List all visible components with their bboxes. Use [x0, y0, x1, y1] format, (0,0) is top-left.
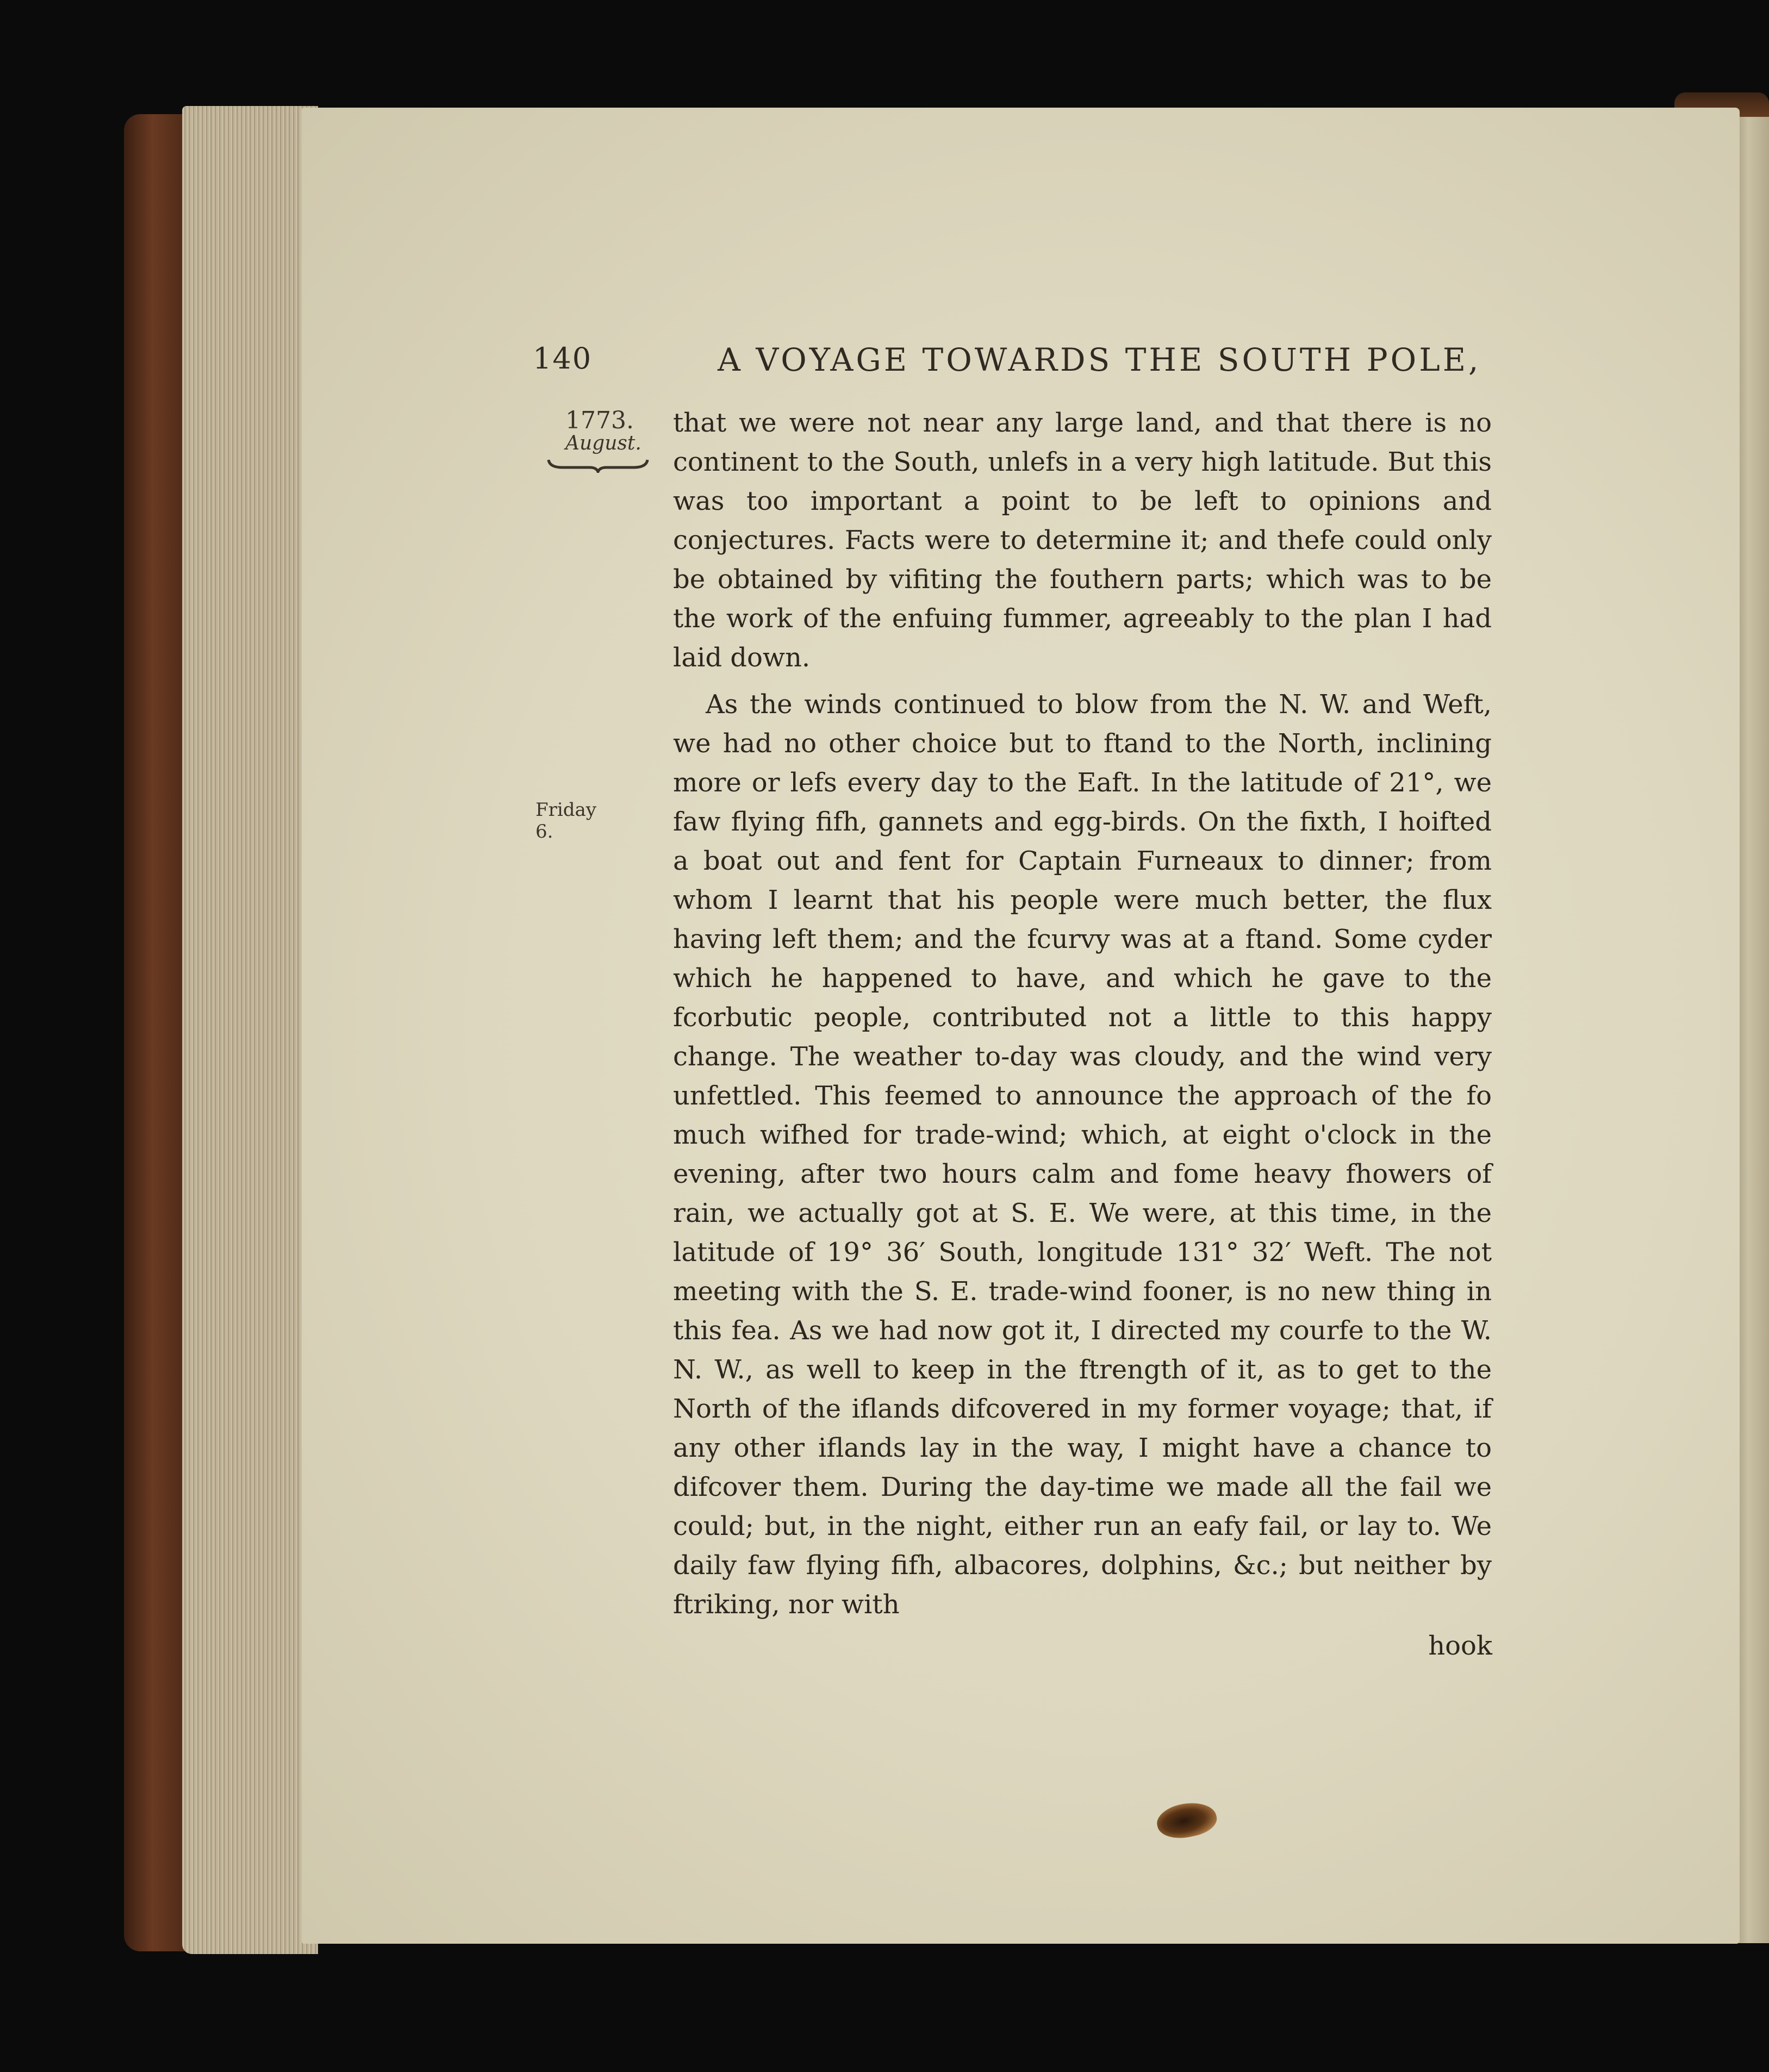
- page-header: [533, 341, 1500, 390]
- page-edges: [182, 106, 318, 1954]
- catchword: hook: [1428, 1631, 1492, 1661]
- margin-year: 1773.: [565, 407, 634, 434]
- page-number: 140: [533, 341, 593, 376]
- margin-day: Friday 6.: [535, 799, 596, 842]
- body-text: [673, 403, 1492, 1624]
- paragraph-1: that we were not near any large land, and that there is no continent to the South, unlefs in a very high latitude. But this was too important a point to be left to opinions and conjectures. Facts were to determine it; and thefe could only be obtained by vifiting the fouthern parts; which was to be the work of the enfuing fummer, agreeably to the plan I had laid down.: [673, 408, 1492, 673]
- paragraph-2: As the winds continued to blow from the N. W. and Weft, we had no other choice but to ftand to the North, inclining more or lefs every day to the Eaft. In the latitude of 21°, we faw flying fifh, gannets and egg-birds. On the fixth, I hoifted a boat out and fent for Captain Furneaux to dinner; from whom I learnt that his people were much better, the flux having left them; and the fcurvy was at a ftand. Some cyder which he happened to have, and which he gave to the fcorbutic people, contributed not a little to this happy change. The weather to-day was cloudy, and the wind very unfettled. This feemed to announce the approach of the fo much wifhed for trade-wind; which, at eight o'clock in the evening, after two hours calm and fome heavy fhowers of rain, we actually got at S. E. We were, at this time, in the latitude of 19° 36′ South, longitude 131° 32′ Weft. The not meeting with the S. E. trade-wind fooner, is no new thing in this fea. As we had now got it, I directed my courfe to the W. N. W., as well to keep in the ftrength of it, as to get to the North of the iflands difcovered in my former voyage; that, if any other iflands lay in the way, I might have a chance to difcover them. During the day-time we made all the fail we could; but, in the night, either run an eafy fail, or lay to. We daily faw flying fifh, albacores, dolphins, &c.; but neither by ftriking, nor with: [673, 689, 1492, 1620]
- margin-month: August.: [565, 432, 641, 454]
- running-head: A VOYAGE TOWARDS THE SOUTH POLE,: [718, 341, 1481, 378]
- margin-brace: [546, 457, 650, 473]
